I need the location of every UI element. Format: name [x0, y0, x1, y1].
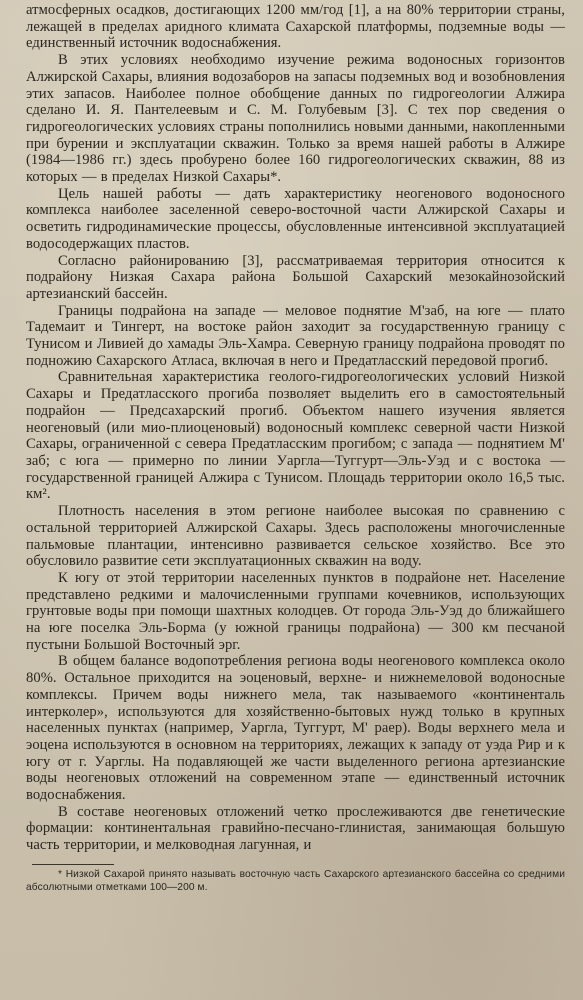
paragraph: В общем балансе водопотребления региона воды неогенового комплекса около 80%. Остальное приходится на эоценовый, верхне- и нижнемеловой водоносные комплексы. Причем воды нижнего мела, так называемого «континенталь интерколер», используются для хозяйственно-бытовых нужд только в крупных населенных пунктах (например, Уаргла, Туггурт, М' раер). Воды верхнего мела и эоцена используются в основном на территориях, лежащих к западу от уэда Рир и к югу от г. Уарглы. На подавляющей же части выделенного региона артезианские воды неогеновых отложений на современном этапе — единственный источник водоснабжения.	[26, 653, 565, 804]
paragraph: В этих условиях необходимо изучение режима водоносных горизонтов Алжирской Сахары, влияния водозаборов на запасы подземных вод и возобновления этих запасов. Наиболее полное обобщение данных по гидрогеологии Алжира сделано И. Я. Пантелеевым и С. М. Голубевым [3]. С тех пор сведения о гидрогеологических условиях страны пополнились новыми данными, накопленными при бурении и эксплуатации скважин. Только за время нашей работы в Алжире (1984—1986 гг.) здесь пробурено более 160 гидрогеологических скважин, 88 из которых — в пределах Низкой Сахары*.	[26, 52, 565, 186]
paragraph: Границы подрайона на западе — меловое поднятие М'заб, на юге — плато Тадемаит и Тингерт, на востоке район заходит за государственную границу с Тунисом и Ливией до хамады Эль-Хамра. Северную границу подрайона проводят по подножию Сахарского Атласа, включая в него и Предатласский передовой прогиб.	[26, 302, 565, 369]
body-text	[26, 2, 565, 854]
paragraph: В составе неогеновых отложений четко прослеживаются две генетические формации: континентальная гравийно-песчано-глинистая, занимающая большую часть территории, и мелководная лагунная, и	[26, 803, 565, 854]
paragraph: Сравнительная характеристика геолого-гидрогеологических условий Низкой Сахары и Предатласского прогиба позволяет выделить его в самостоятельный подрайон — Предсахарский прогиб. Объектом нашего изучения является неогеновый (или мио-плиоценовый) водоносный комплекс северной части Низкой Сахары, ограниченной с севера Предатласским прогибом; с запада — поднятием М' заб; с юга — примерно по линии Уаргла—Туггурт—Эль-Уэд и с востока — государственной границей Алжира с Тунисом. Площадь территории около 16,5 тыс. км².	[26, 369, 565, 503]
paragraph: Согласно районированию [3], рассматриваемая территория относится к подрайону Низкая Сахара района Большой Сахарский мезокайнозойский артезианский бассейн.	[26, 252, 565, 302]
paragraph: К югу от этой территории населенных пунктов в подрайоне нет. Население представлено редкими и малочисленными группами кочевников, использующих грунтовые воды при помощи шахтных колодцев. От города Эль-Уэд до ближайшего на юге поселка Эль-Борма (у южной границы подрайона) — 300 км песчаной пустыни Большой Восточный эрг.	[26, 569, 565, 653]
paragraph: Цель нашей работы — дать характеристику неогенового водоносного комплекса наиболее заселенной северо-восточной части Алжирской Сахары и осветить гидродинамические процессы, обусловленные интенсивной эксплуатацией водосодержащих пластов.	[26, 185, 565, 252]
paragraph: Плотность населения в этом регионе наиболее высокая по сравнению с остальной территорией Алжирской Сахары. Здесь расположены многочисленные пальмовые плантации, интенсивно развивается сельское хозяйство. Все это обусловило развитие сети эксплуатационных скважин на воду.	[26, 503, 565, 570]
paragraph-continuation: атмосферных осадков, достигающих 1200 мм/год [1], а на 80% территории страны, лежащей в пределах аридного климата Сахарской платформы, подземные воды — единственный источник водоснабжения.	[26, 2, 565, 52]
footnote: * Низкой Сахарой принято называть восточную часть Сахарского артезианского бассейна со средними абсолютными отметками 100—200 м.	[26, 868, 565, 893]
footnote-divider	[32, 864, 114, 865]
